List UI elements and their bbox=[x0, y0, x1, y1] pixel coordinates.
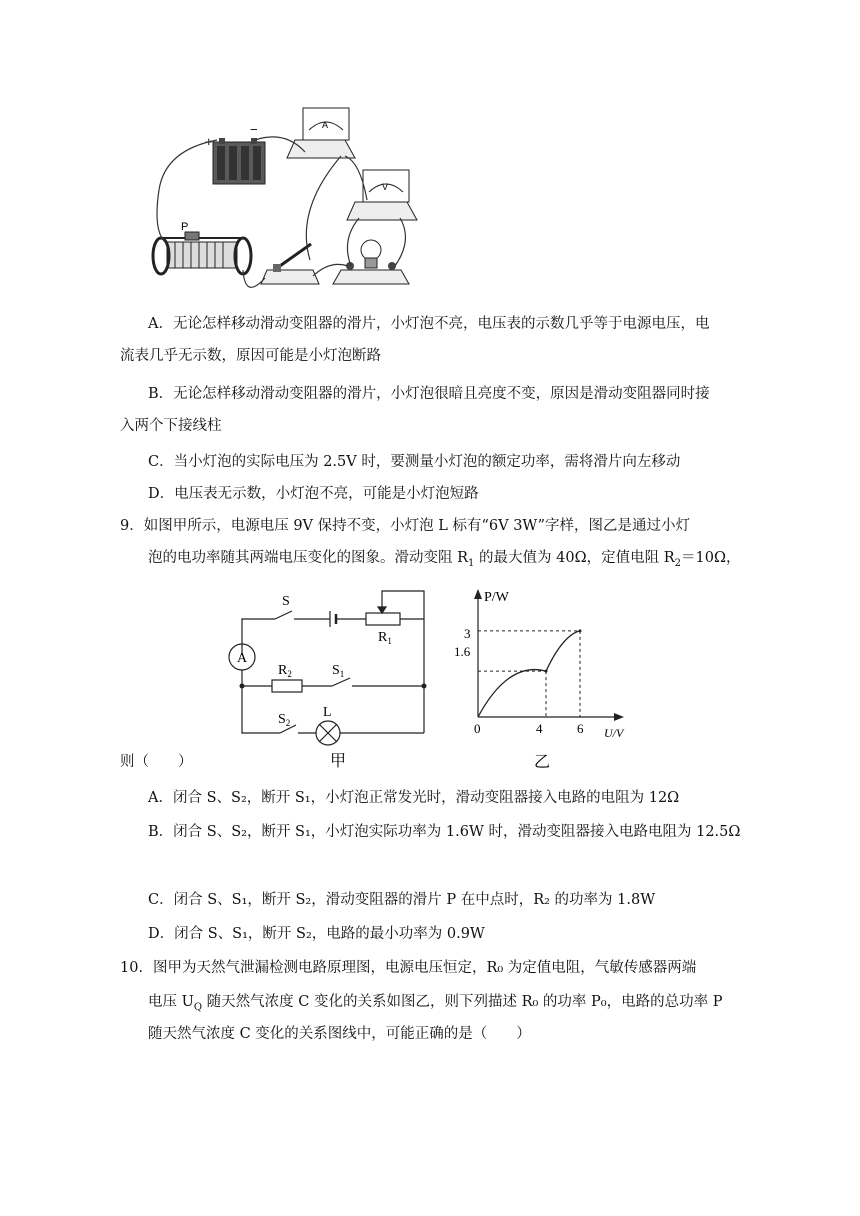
y-tick-3: 3 bbox=[464, 626, 471, 641]
q8-option-b-line1: B．无论怎样移动滑动变阻器的滑片，小灯泡很暗且亮度不变，原因是滑动变阻器同时接 bbox=[148, 386, 710, 402]
q9-option-c: C．闭合 S、S₁，断开 S₂，滑动变阻器的滑片 P 在中点时，R₂ 的功率为 1.8W bbox=[148, 892, 656, 908]
battery-plus-label: + bbox=[205, 134, 213, 149]
rheostat-icon bbox=[153, 232, 251, 274]
graph-caption: 乙 bbox=[534, 754, 551, 771]
y-tick-1-6: 1.6 bbox=[454, 644, 471, 659]
q8-option-b-line2: 入两个下接线柱 bbox=[120, 418, 222, 434]
data-point-2 bbox=[579, 629, 582, 632]
circuit-s2-label: $S_2$ bbox=[278, 712, 291, 728]
x-tick-0: 0 bbox=[474, 721, 481, 736]
q8-option-d: D．电压表无示数，小灯泡不亮，可能是小灯泡短路 bbox=[148, 486, 479, 502]
graph-axes bbox=[478, 595, 618, 717]
power-curve bbox=[478, 631, 580, 717]
q9-option-a: A．闭合 S、S₂，断开 S₁，小灯泡正常发光时，滑动变阻器接入电路的电阻为 12Ω bbox=[148, 790, 680, 806]
circuit-l-label: L bbox=[323, 705, 332, 720]
circuit-r1-label: $R_1$ bbox=[378, 630, 392, 646]
q10-stem-line2: 电压 $U_Q$ 随天然气浓度 C 变化的关系如图乙，则下列描述 R₀ 的功率 P₀，电路的总功率 P bbox=[148, 994, 723, 1013]
circuit-s1-label: $S_1$ bbox=[332, 663, 345, 679]
y-axis-label: P/W bbox=[484, 590, 509, 605]
q9-option-b: B．闭合 S、S₂，断开 S₁，小灯泡实际功率为 1.6W 时，滑动变阻器接入电路电阻为 12.5Ω bbox=[148, 824, 741, 840]
q9-power-voltage-graph bbox=[440, 585, 640, 775]
battery-icon bbox=[213, 138, 265, 184]
x-axis-label: U/V bbox=[604, 726, 624, 740]
x-axis-arrow bbox=[614, 713, 624, 721]
switch-icon bbox=[261, 244, 319, 284]
x-tick-4: 4 bbox=[536, 721, 543, 736]
voltmeter-icon bbox=[347, 170, 417, 220]
q9-option-d: D．闭合 S、S₁，断开 S₂，电路的最小功率为 0.9W bbox=[148, 926, 485, 942]
q8-option-a-line2: 流表几乎无示数，原因可能是小灯泡断路 bbox=[120, 348, 381, 364]
battery-minus-label: − bbox=[250, 122, 258, 137]
y-axis-arrow bbox=[474, 589, 482, 599]
slider-p-label: P bbox=[181, 221, 189, 233]
svg-text:A: A bbox=[322, 120, 329, 130]
circuit-s-label: S bbox=[282, 594, 290, 609]
q8-option-c: C．当小灯泡的实际电压为 2.5V 时，要测量小灯泡的额定功率，需将滑片向左移动 bbox=[148, 454, 681, 470]
circuit-r2-label: $R_2$ bbox=[278, 663, 292, 679]
q10-stem-line1: 10．图甲为天然气泄漏检测电路原理图，电源电压恒定，R₀ 为定值电阻，气敏传感器两端 bbox=[120, 960, 697, 976]
q9-stem-line1: 9．如图甲所示，电源电压 9V 保持不变，小灯泡 L 标有“6V 3W”字样，图乙是通过小灯 bbox=[120, 518, 691, 534]
ammeter-a-label: A bbox=[237, 651, 248, 666]
q9-circuit-diagram bbox=[220, 585, 435, 770]
q10-stem-line3: 随天然气浓度 C 变化的关系图线中，可能正确的是（ ） bbox=[148, 1026, 531, 1042]
x-tick-6: 6 bbox=[577, 721, 584, 736]
ammeter-icon bbox=[287, 108, 355, 158]
svg-text:V: V bbox=[382, 182, 389, 192]
circuit-caption: 甲 bbox=[330, 753, 347, 770]
q8-apparatus-figure bbox=[145, 100, 420, 300]
data-point-1 bbox=[545, 670, 548, 673]
q9-stem-line2: 泡的电功率随其两端电压变化的图象。滑动变阻 $R_1$ 的最大值为 40Ω，定值电阻 $R_2=10\Omega$， bbox=[148, 550, 741, 569]
q8-option-a-line1: A．无论怎样移动滑动变阻器的滑片，小灯泡不亮，电压表的示数几乎等于电源电压，电 bbox=[148, 316, 710, 332]
q9-then: 则（ ） bbox=[120, 754, 193, 770]
